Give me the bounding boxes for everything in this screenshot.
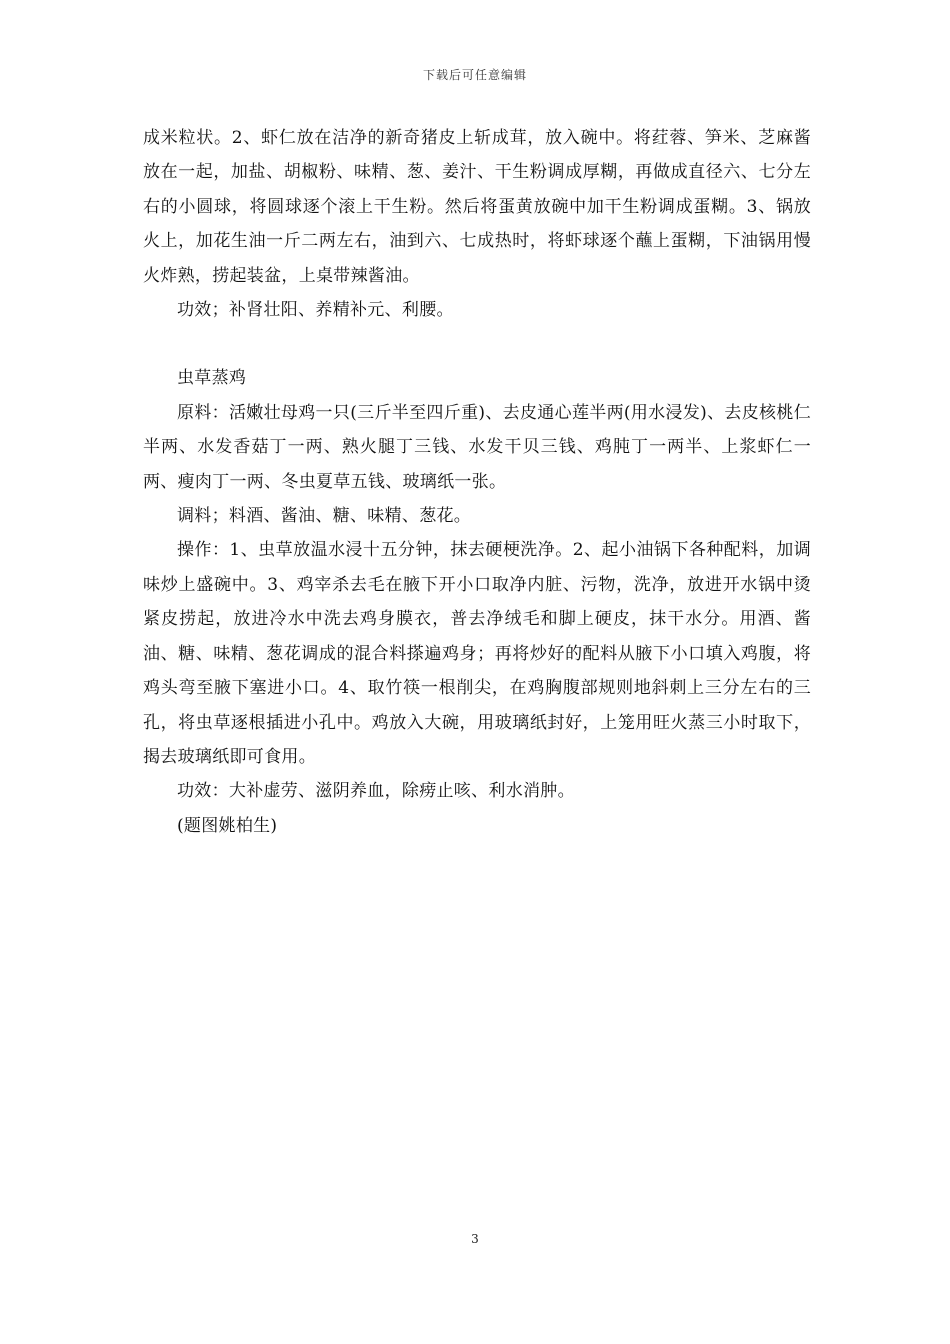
page-header: 下载后可任意编辑 xyxy=(422,68,527,82)
paragraph-seasonings: 调料；料酒、酱油、糖、味精、葱花。 xyxy=(177,506,472,527)
paragraph-procedure: 操作：1、虫草放温水浸十五分钟，抹去硬梗洗净。2、起小油锅下各种配料，加调味炒上盛碗中。3、鸡宰杀去毛在腋下开小口取净内脏、污物，洗净，放进开水锅中烫紧皮捞起，放进冷水中洗去鸡身膜衣，普去净绒毛和脚上硬皮，抹干水分。用酒、酱油、糖、味精、葱花调成的混合料搽遍鸡身；再将炒好的配料从腋下小口填入鸡腹，将鸡头弯至腋下塞进小口。4、取竹筷一根削尖，在鸡胸腹部规则地斜刺上三分左右的三孔，将虫草逐根插进小孔中。鸡放入大碗，用玻璃纸封好，上笼用旺火蒸三小时取下，揭去玻璃纸即可食用。 xyxy=(143,540,811,767)
paragraph-efficacy: 功效：大补虚劳、滋阴养血，除痨止咳、利水消肿。 xyxy=(177,781,575,802)
page-number: 3 xyxy=(471,1232,479,1246)
paragraph-shrimp-ball-efficacy: 功效；补肾壮阳、养精补元、利腰。 xyxy=(177,300,454,321)
document-body xyxy=(143,121,811,843)
recipe-title: 虫草蒸鸡 xyxy=(177,368,247,389)
paragraph-illustration-credit: (题图姚柏生) xyxy=(177,815,278,836)
section-spacer xyxy=(143,327,811,361)
paragraph-ingredients: 原料：活嫩壮母鸡一只(三斤半至四斤重)、去皮通心莲半两(用水浸发)、去皮核桃仁半两、水发香菇丁一两、熟火腿丁三钱、水发干贝三钱、鸡肫丁一两半、上浆虾仁一两、瘦肉丁一两、冬虫夏草五钱、玻璃纸一张。 xyxy=(143,402,811,492)
paragraph-shrimp-ball-method: 成米粒状。2、虾仁放在洁净的新奇猪皮上斩成茸，放入碗中。将荭蓉、笋米、芝麻酱放在一起，加盐、胡椒粉、味精、葱、姜汁、干生粉调成厚糊，再做成直径六、七分左右的小圆球，将圆球逐个滚上干生粉。然后将蛋黄放碗中加干生粉调成蛋糊。3、锅放火上，加花生油一斤二两左右，油到六、七成热时，将虾球逐个蘸上蛋糊，下油锅用慢火炸熟，捞起装盆，上桌带辣酱油。 xyxy=(143,128,811,286)
